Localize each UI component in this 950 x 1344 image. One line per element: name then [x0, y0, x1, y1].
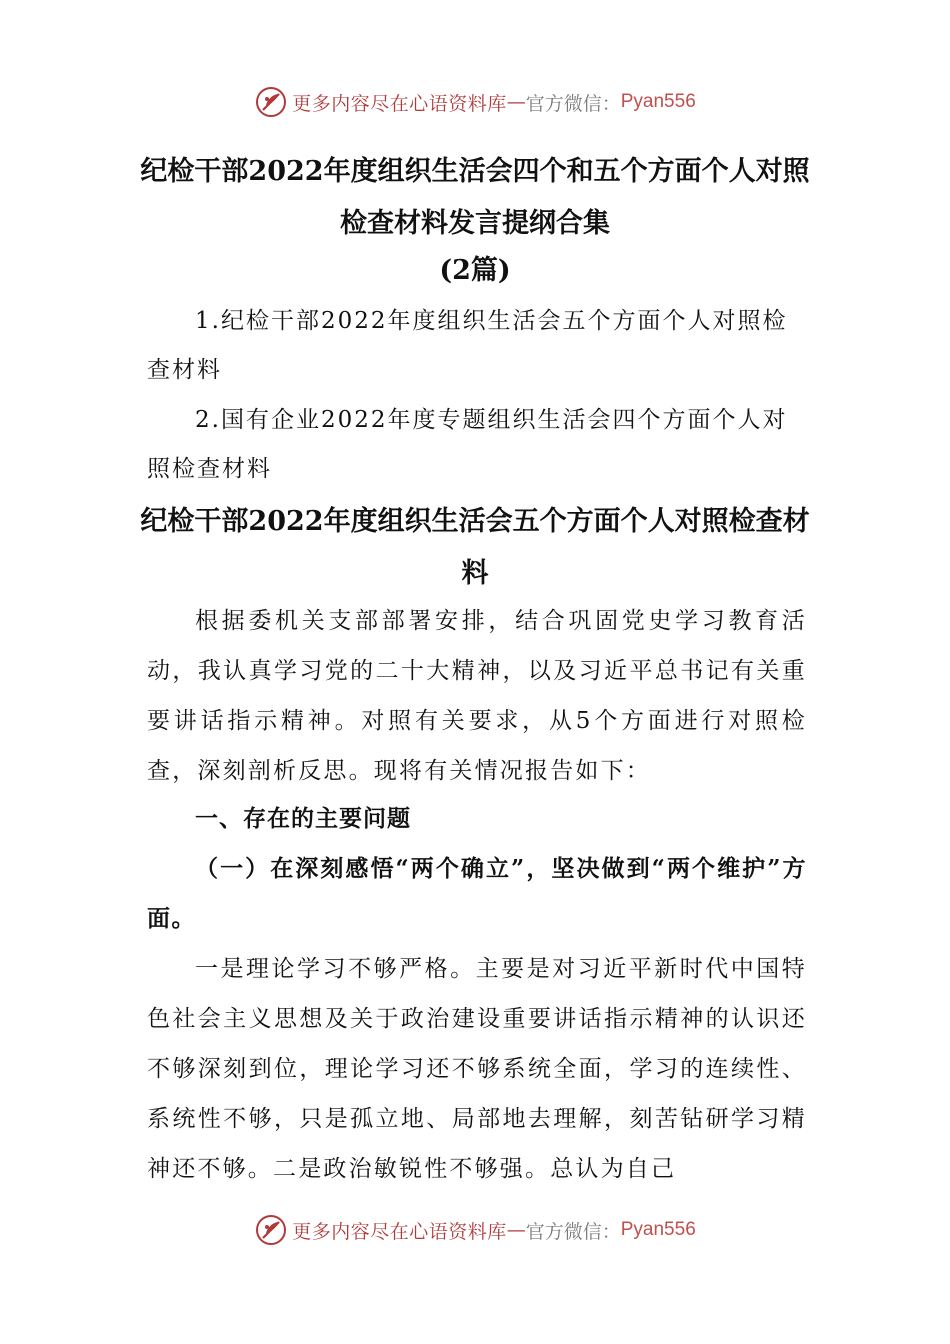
- banner-dash: —: [506, 91, 526, 113]
- document-main-title: 纪检干部2022年度组织生活会四个和五个方面个人对照检查材料发言提纲合集: [140, 156, 810, 239]
- banner-wechat-id: Pyan556: [620, 91, 696, 112]
- banner-wechat-label: 官方微信：: [525, 92, 621, 115]
- body-paragraph: 一是理论学习不够严格。主要是对习近平新时代中国特色社会主义思想及关于政治建设重要讲话指示精神的认识还不够深刻到位，理论学习还不够系统全面，学习的连续性、系统性不够，只是孤立地、局部地去理解，刻苦钻研学习精神还不够。二是政治敏锐性不够强。总认为自己: [147, 956, 807, 1182]
- banner-brand: 更多内容尽在心语资料库: [292, 92, 507, 115]
- quill-logo-icon: [254, 85, 288, 119]
- quill-logo-icon: [254, 1213, 288, 1247]
- footer-brand: 更多内容尽在心语资料库: [292, 1220, 507, 1243]
- header-banner: [0, 82, 950, 122]
- footer-dash: —: [506, 1219, 526, 1241]
- footer-wechat-id: Pyan556: [620, 1219, 696, 1240]
- footer-banner: [0, 1210, 950, 1250]
- intro-paragraph: 根据委机关支部部署安排，结合巩固党史学习教育活动，我认真学习党的二十大精神，以及习近平总书记有关重要讲话指示精神。对照有关要求，从5个方面进行对照检查，深刻剖析反思。现将有关情况报告如下：: [147, 608, 807, 784]
- heading-main-problems: 一、存在的主要问题: [195, 805, 411, 832]
- heading-subsection-1: （一）在深刻感悟“两个确立”，坚决做到“两个维护”方面。: [147, 855, 807, 932]
- footer-wechat-label: 官方微信：: [525, 1220, 621, 1243]
- toc-item-1: 1.纪检干部2022年度组织生活会五个方面个人对照检查材料: [147, 308, 788, 383]
- toc-item-2: 2.国有企业2022年度专题组织生活会四个方面个人对照检查材料: [147, 407, 788, 482]
- section-title: 纪检干部2022年度组织生活会五个方面个人对照检查材料: [140, 506, 810, 589]
- document-article-count: (2篇): [439, 255, 511, 286]
